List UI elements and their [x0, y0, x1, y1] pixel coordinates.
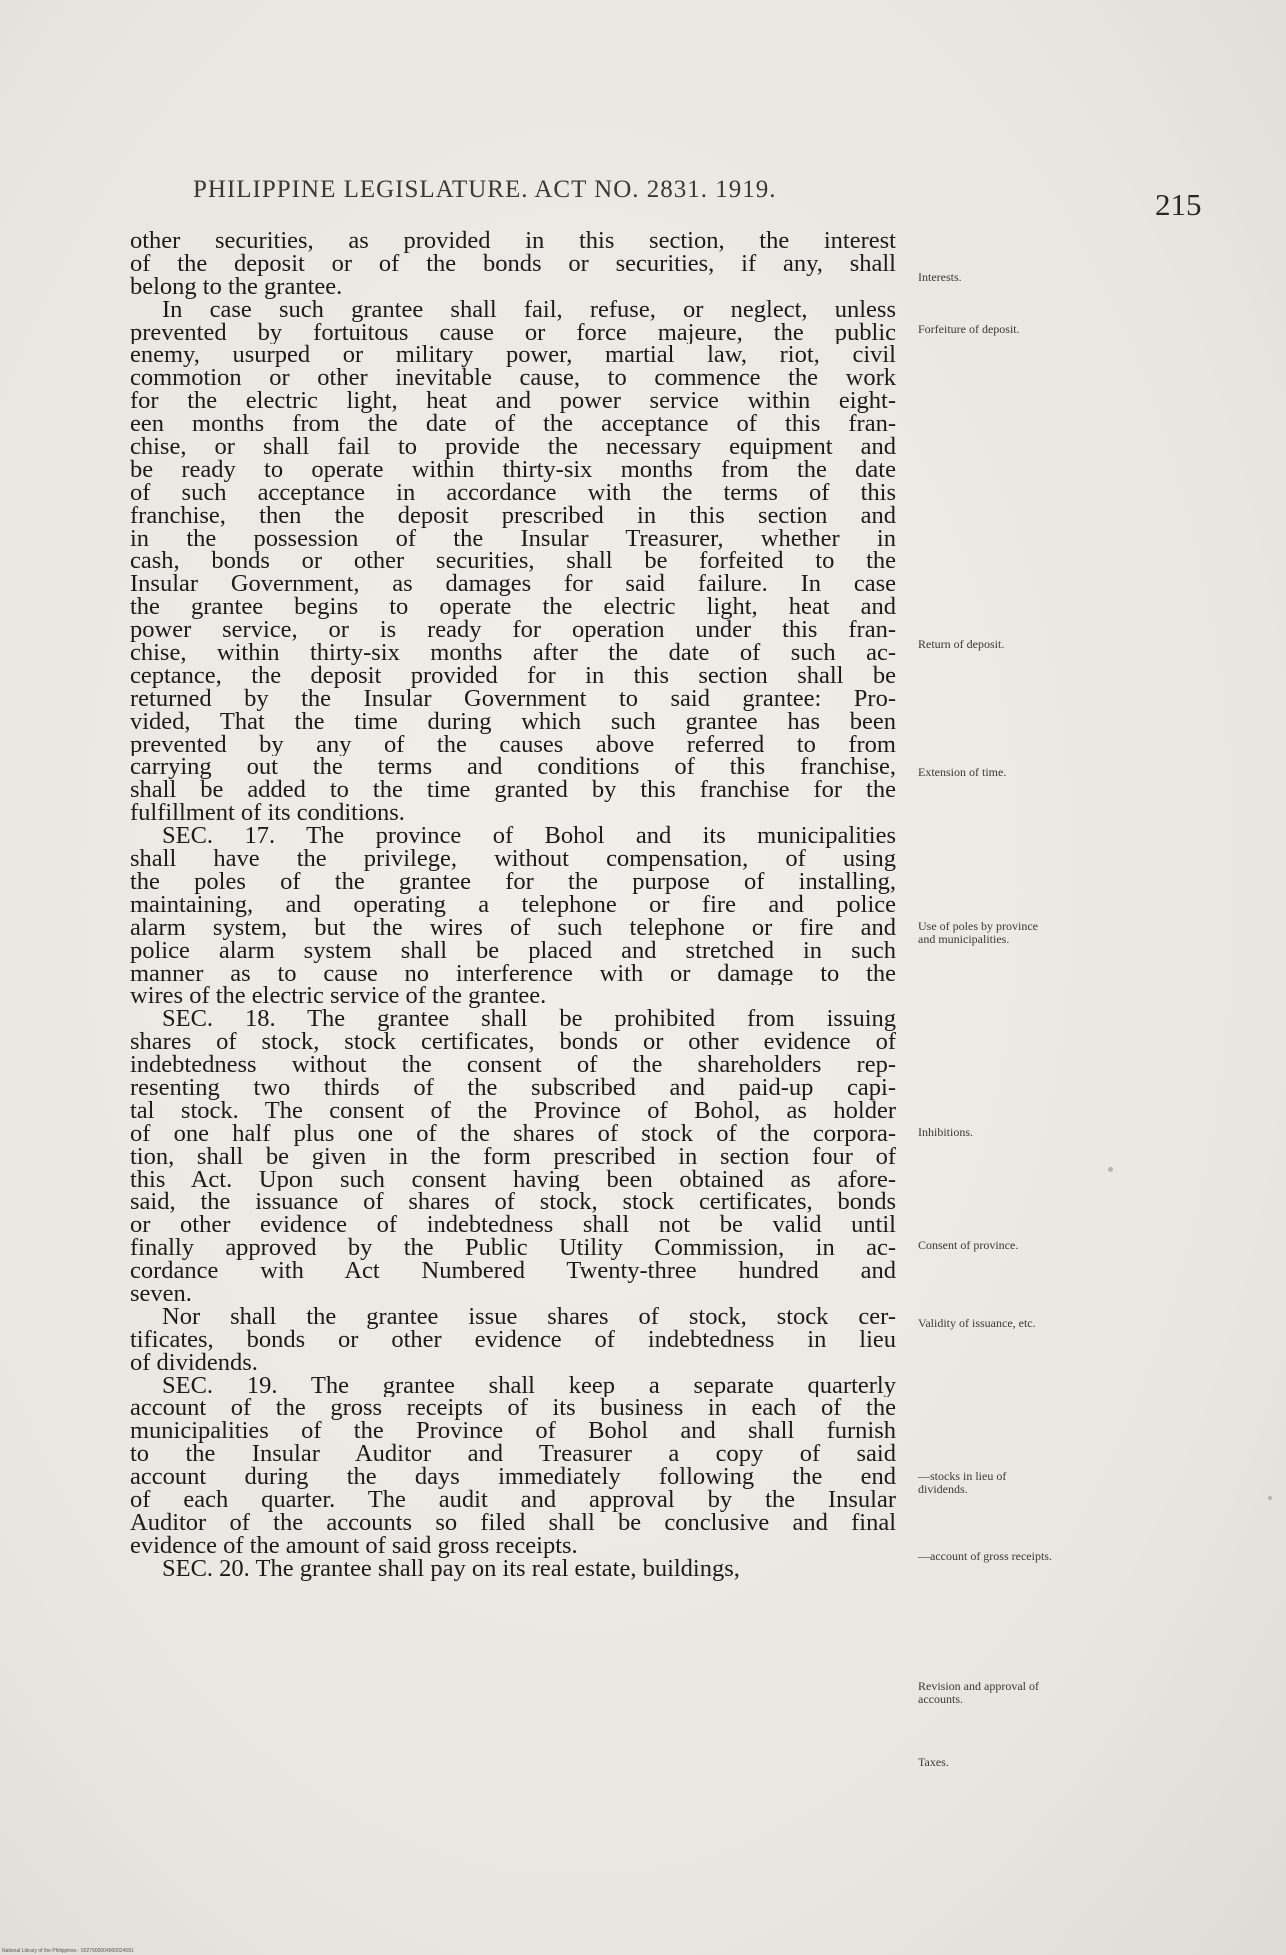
body-line: prevented by any of the causes above referred to from — [130, 733, 896, 757]
margin-note: Return of deposit. — [918, 637, 1005, 651]
paper-speck — [1268, 1496, 1272, 1500]
margin-note: —stocks in lieu of dividends. — [918, 1469, 1007, 1496]
body-line: Auditor of the accounts so filed shall be conclusive and final — [130, 1511, 896, 1535]
margin-note: Use of poles by province and municipalities. — [918, 919, 1038, 946]
page-number: 215 — [1155, 187, 1202, 222]
body-line: in the possession of the Insular Treasurer, whether in — [130, 527, 896, 551]
body-line: maintaining, and operating a telephone or fire and police — [130, 893, 896, 917]
body-line: cordance with Act Numbered Twenty-three hundred and — [130, 1260, 896, 1283]
body-line: wires of the electric service of the grantee. — [130, 985, 547, 1009]
body-line: seven. — [130, 1282, 192, 1306]
body-line: tificates, bonds or other evidence of indebtedness in lieu — [130, 1328, 896, 1352]
margin-note: Forfeiture of deposit. — [918, 322, 1020, 336]
body-line: returned by the Insular Government to said grantee: Pro- — [130, 687, 896, 711]
body-line: SEC. 18. The grantee shall be prohibited from issuing — [162, 1008, 896, 1032]
body-line: een months from the date of the acceptance of this fran- — [130, 413, 896, 437]
body-line: the grantee begins to operate the electric light, heat and — [130, 596, 896, 620]
body-line: prevented by fortuitous cause or force majeure, the public — [130, 321, 896, 345]
paper-speck — [1108, 1167, 1113, 1172]
margin-note: Taxes. — [918, 1755, 949, 1769]
body-line: of such acceptance in accordance with the terms of this — [130, 481, 896, 505]
body-line: the poles of the grantee for the purpose of installing, — [130, 870, 896, 894]
body-line: or other evidence of indebtedness shall not be valid until — [130, 1214, 896, 1238]
body-line: alarm system, but the wires of such telephone or fire and — [130, 916, 896, 940]
body-line: chise, within thirty-six months after the date of such ac- — [130, 642, 896, 665]
body-line: municipalities of the Province of Bohol and shall furnish — [130, 1420, 896, 1444]
margin-note: Revision and approval of accounts. — [918, 1679, 1039, 1706]
margin-note: Interests. — [918, 270, 962, 284]
body-line: belong to the grantee. — [130, 275, 343, 299]
body-line: manner as to cause no interference with or damage to the — [130, 962, 896, 986]
body-line: SEC. 20. The grantee shall pay on its real estate, buildings, — [162, 1557, 740, 1581]
body-text — [130, 230, 896, 1581]
body-line: shall have the privilege, without compensation, of using — [130, 848, 896, 871]
body-line: carrying out the terms and conditions of this franchise, — [130, 756, 896, 780]
body-line: said, the issuance of shares of stock, stock certificates, bonds — [130, 1191, 896, 1215]
body-line: power service, or is ready for operation under this fran- — [130, 619, 896, 643]
running-head: PHILIPPINE LEGISLATURE. ACT NO. 2831. 1919. — [193, 176, 777, 203]
body-line: resenting two thirds of the subscribed and paid-up capi- — [130, 1076, 896, 1100]
body-line: commotion or other inevitable cause, to commence the work — [130, 367, 896, 391]
body-line: finally approved by the Public Utility Commission, in ac- — [130, 1237, 896, 1261]
body-line: account of the gross receipts of its business in each of the — [130, 1397, 896, 1421]
margin-note: —account of gross receipts. — [918, 1549, 1052, 1563]
body-line: evidence of the amount of said gross receipts. — [130, 1534, 578, 1558]
body-line: be ready to operate within thirty-six months from the date — [130, 458, 896, 482]
margin-note: Validity of issuance, etc. — [918, 1316, 1036, 1330]
body-line: police alarm system shall be placed and stretched in such — [130, 939, 896, 963]
body-line: shall be added to the time granted by this franchise for the — [130, 779, 896, 803]
body-line: tal stock. The consent of the Province of Bohol, as holder — [130, 1099, 896, 1123]
body-line: fulfillment of its conditions. — [130, 802, 405, 826]
body-line: shares of stock, stock certificates, bonds or other evidence of — [130, 1031, 896, 1055]
body-line: franchise, then the deposit prescribed in this section and — [130, 504, 896, 528]
body-line: to the Insular Auditor and Treasurer a copy of said — [130, 1443, 896, 1467]
body-line: In case such grantee shall fail, refuse, or neglect, unless — [162, 298, 896, 322]
body-line: ceptance, the deposit provided for in this section shall be — [130, 664, 896, 688]
body-line: chise, or shall fail to provide the necessary equipment and — [130, 436, 896, 459]
body-line: other securities, as provided in this section, the interest — [130, 230, 896, 253]
body-line: this Act. Upon such consent having been obtained as afore- — [130, 1168, 896, 1192]
margin-note: Extension of time. — [918, 765, 1007, 779]
margin-note: Consent of province. — [918, 1238, 1019, 1252]
body-line: of each quarter. The audit and approval by the Insular — [130, 1488, 896, 1512]
body-line: cash, bonds or other securities, shall be forfeited to the — [130, 550, 896, 574]
body-line: of dividends. — [130, 1351, 258, 1375]
body-line: SEC. 17. The province of Bohol and its municipalities — [162, 825, 896, 849]
body-line: indebtedness without the consent of the shareholders rep- — [130, 1054, 896, 1077]
margin-note: Inhibitions. — [918, 1125, 974, 1139]
body-line: Nor shall the grantee issue shares of stock, stock cer- — [162, 1305, 896, 1329]
body-line: Insular Government, as damages for said failure. In case — [130, 573, 896, 597]
body-line: enemy, usurped or military power, martial law, riot, civil — [130, 344, 896, 368]
body-line: vided, That the time during which such grantee has been — [130, 710, 896, 734]
body-line: account during the days immediately following the end — [130, 1466, 896, 1489]
body-line: of the deposit or of the bonds or securities, if any, shall — [130, 252, 896, 276]
body-line: SEC. 19. The grantee shall keep a separate quarterly — [162, 1374, 896, 1398]
body-line: of one half plus one of the shares of stock of the corpora- — [130, 1122, 896, 1146]
body-line: for the electric light, heat and power service within eight- — [130, 390, 896, 414]
body-line: tion, shall be given in the form prescribed in section four of — [130, 1145, 896, 1169]
scan-credit: National Library of the Philippines · 0027900004900024581 — [2, 1948, 134, 1954]
